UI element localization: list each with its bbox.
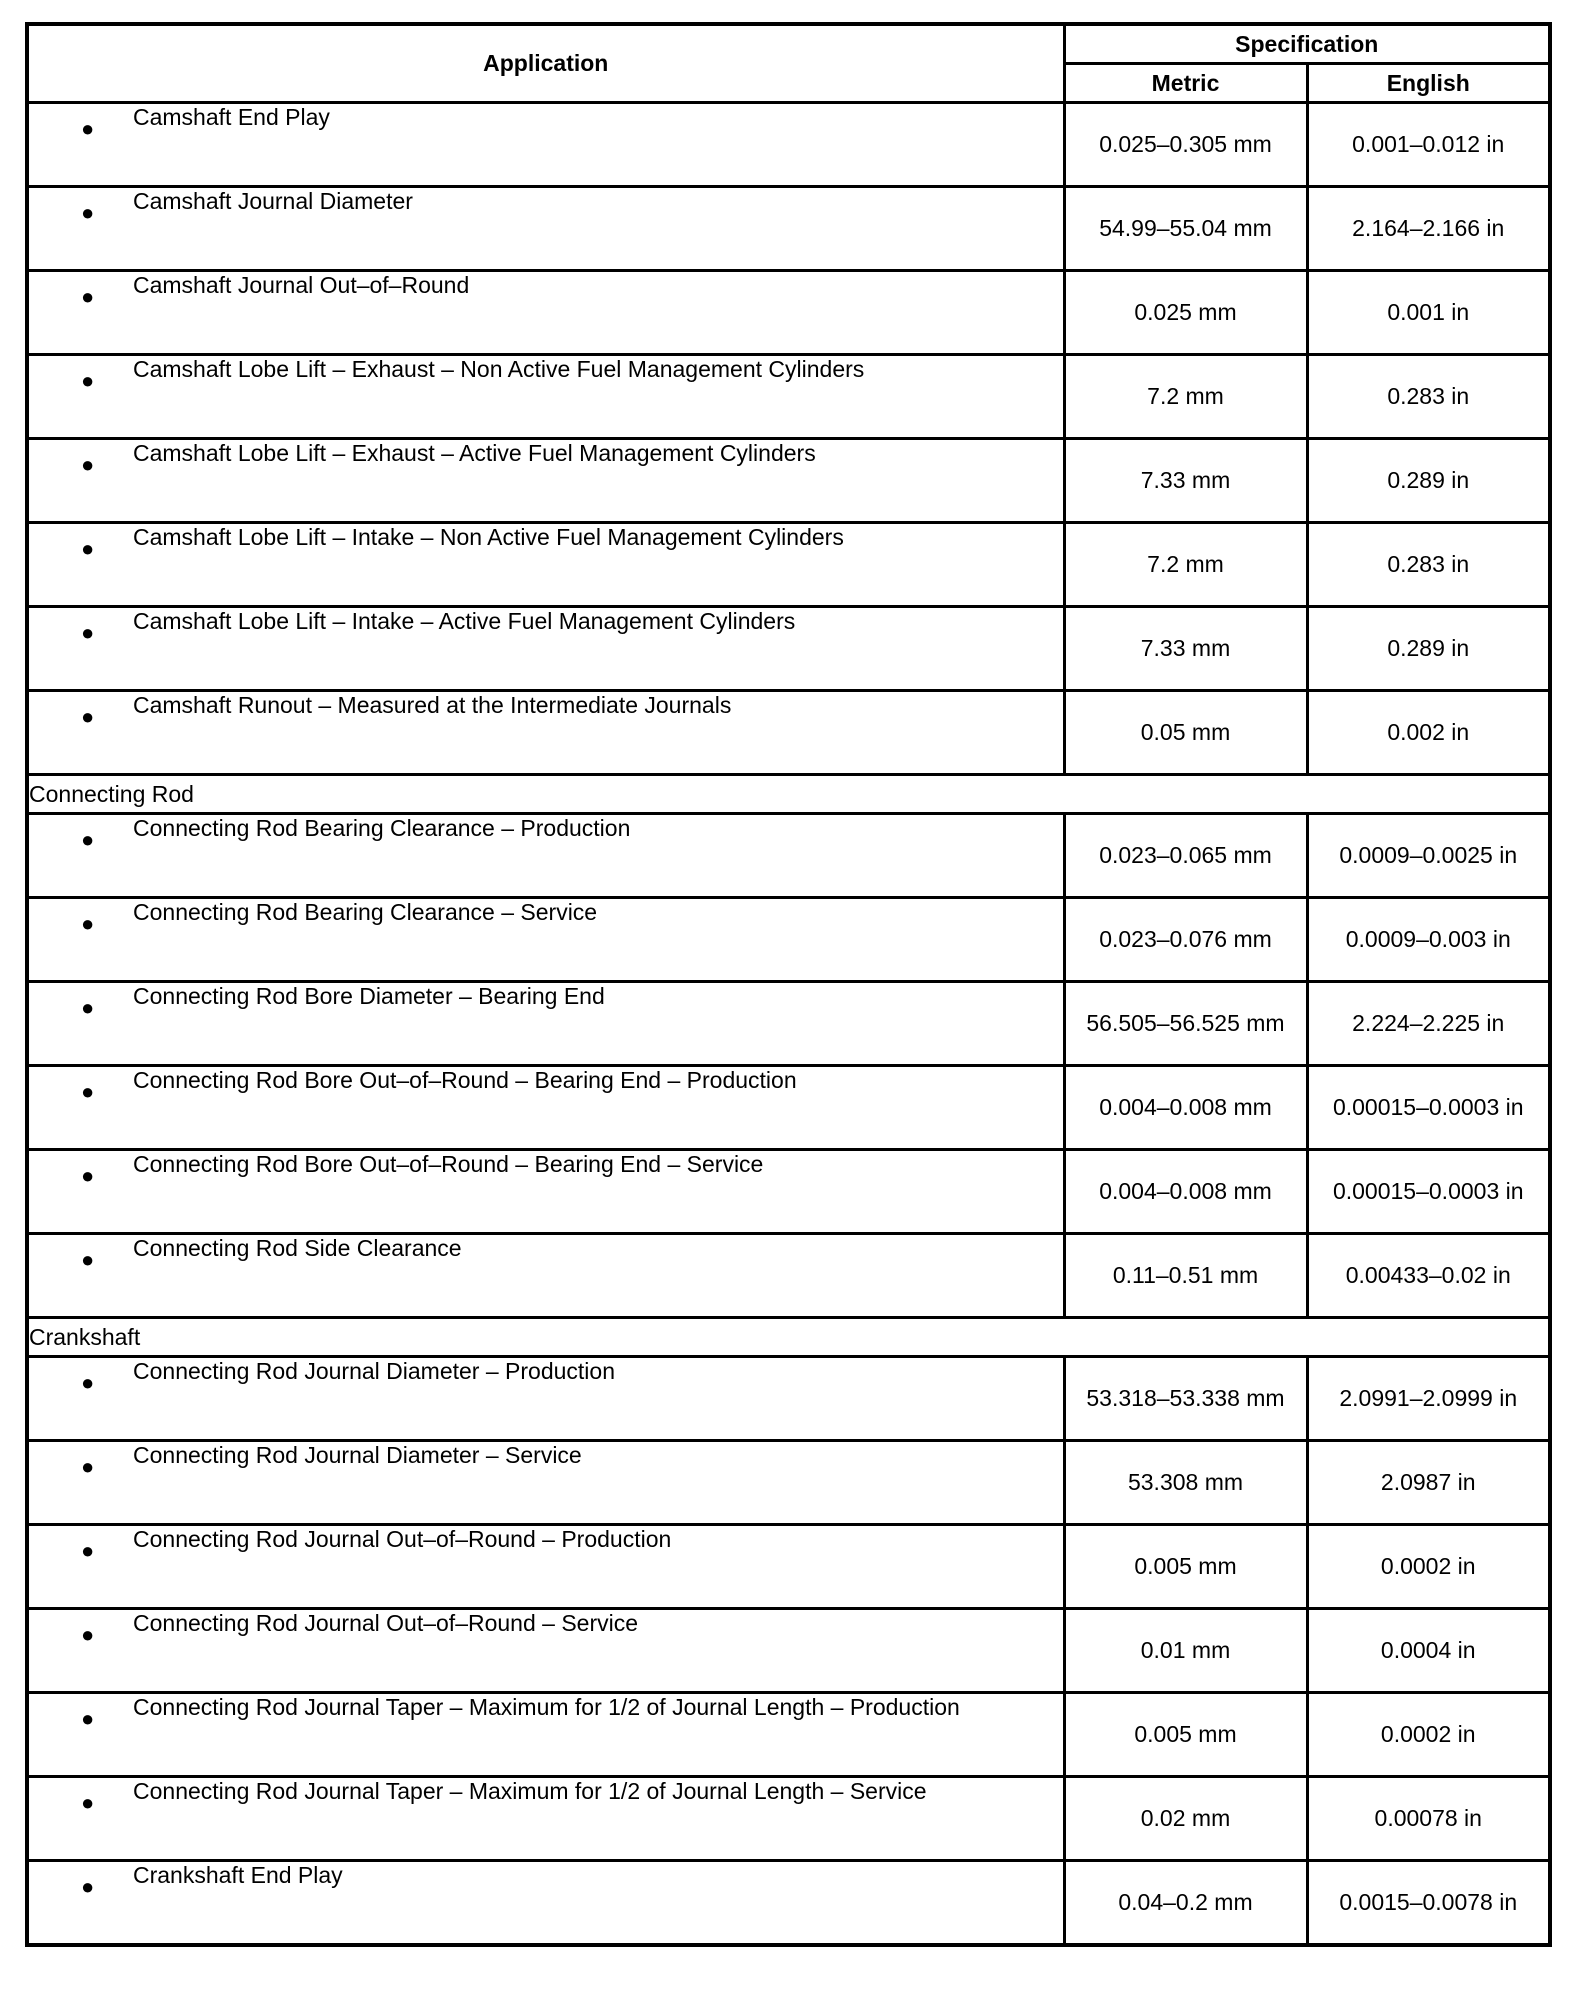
english-value: 0.001–0.012 in	[1307, 103, 1550, 187]
bullet-icon: ●	[81, 1163, 95, 1188]
application-cell	[27, 1609, 1064, 1693]
metric-value: 7.33 mm	[1064, 607, 1307, 691]
english-value: 0.289 in	[1307, 607, 1550, 691]
application-cell	[27, 1357, 1064, 1441]
application-label: Camshaft Lobe Lift – Exhaust – Active Fuel Management Cylinders	[133, 440, 816, 466]
metric-value: 0.005 mm	[1064, 1525, 1307, 1609]
bullet-icon: ●	[81, 1370, 95, 1395]
bullet-icon: ●	[81, 620, 95, 645]
bullet-icon: ●	[81, 1706, 95, 1731]
metric-value: 53.318–53.338 mm	[1064, 1357, 1307, 1441]
application-label: Connecting Rod Bearing Clearance – Service	[133, 899, 598, 925]
application-label: Connecting Rod Side Clearance	[133, 1235, 462, 1261]
english-value: 0.0002 in	[1307, 1693, 1550, 1777]
table-row	[27, 523, 1550, 607]
application-label: Camshaft Journal Out–of–Round	[133, 272, 470, 298]
application-cell	[27, 1777, 1064, 1861]
english-header: English	[1307, 64, 1550, 103]
application-cell	[27, 1150, 1064, 1234]
table-row	[27, 187, 1550, 271]
metric-value: 7.2 mm	[1064, 355, 1307, 439]
bullet-icon: ●	[81, 1538, 95, 1563]
metric-value: 0.023–0.076 mm	[1064, 898, 1307, 982]
metric-value: 0.023–0.065 mm	[1064, 814, 1307, 898]
header-row-top	[27, 24, 1550, 64]
table-row	[27, 103, 1550, 187]
application-label: Connecting Rod Journal Diameter – Service	[133, 1442, 582, 1468]
metric-value: 7.2 mm	[1064, 523, 1307, 607]
table-row	[27, 1357, 1550, 1441]
application-cell	[27, 1234, 1064, 1318]
application-cell	[27, 523, 1064, 607]
bullet-icon: ●	[81, 1622, 95, 1647]
bullet-icon: ●	[81, 995, 95, 1020]
application-cell	[27, 1693, 1064, 1777]
application-label: Connecting Rod Journal Taper – Maximum for 1/2 of Journal Length – Service	[133, 1778, 927, 1804]
metric-value: 0.025 mm	[1064, 271, 1307, 355]
bullet-icon: ●	[81, 1874, 95, 1899]
table-row	[27, 439, 1550, 523]
bullet-icon: ●	[81, 284, 95, 309]
table-row	[27, 271, 1550, 355]
application-label: Connecting Rod Journal Out–of–Round – Service	[133, 1610, 639, 1636]
english-value: 2.0991–2.0999 in	[1307, 1357, 1550, 1441]
section-label: Connecting Rod	[27, 775, 1550, 814]
english-value: 2.164–2.166 in	[1307, 187, 1550, 271]
metric-value: 0.05 mm	[1064, 691, 1307, 775]
english-value: 0.00078 in	[1307, 1777, 1550, 1861]
metric-header: Metric	[1064, 64, 1307, 103]
section-row	[27, 775, 1550, 814]
bullet-icon: ●	[81, 1454, 95, 1479]
table-row	[27, 1693, 1550, 1777]
application-label: Camshaft Lobe Lift – Intake – Active Fuel Management Cylinders	[133, 608, 796, 634]
application-cell	[27, 691, 1064, 775]
application-label: Connecting Rod Journal Taper – Maximum for 1/2 of Journal Length – Production	[133, 1694, 960, 1720]
table-row	[27, 1525, 1550, 1609]
bullet-icon: ●	[81, 704, 95, 729]
application-label: Camshaft Lobe Lift – Exhaust – Non Active Fuel Management Cylinders	[133, 356, 865, 382]
table-row	[27, 607, 1550, 691]
bullet-icon: ●	[81, 200, 95, 225]
application-label: Camshaft End Play	[133, 104, 330, 130]
application-label: Connecting Rod Journal Diameter – Production	[133, 1358, 615, 1384]
english-value: 0.283 in	[1307, 523, 1550, 607]
table-row	[27, 355, 1550, 439]
specification-table	[25, 22, 1552, 1947]
application-cell	[27, 898, 1064, 982]
english-value: 0.0002 in	[1307, 1525, 1550, 1609]
table-body	[27, 103, 1550, 1946]
bullet-icon: ●	[81, 536, 95, 561]
table-row	[27, 1441, 1550, 1525]
table-row	[27, 1777, 1550, 1861]
application-cell	[27, 982, 1064, 1066]
metric-value: 7.33 mm	[1064, 439, 1307, 523]
bullet-icon: ●	[81, 452, 95, 477]
table-row	[27, 1066, 1550, 1150]
specification-header: Specification	[1064, 24, 1550, 64]
application-cell	[27, 1066, 1064, 1150]
metric-value: 0.11–0.51 mm	[1064, 1234, 1307, 1318]
application-label: Camshaft Lobe Lift – Intake – Non Active Fuel Management Cylinders	[133, 524, 844, 550]
english-value: 0.001 in	[1307, 271, 1550, 355]
application-label: Camshaft Journal Diameter	[133, 188, 413, 214]
metric-value: 0.025–0.305 mm	[1064, 103, 1307, 187]
application-label: Crankshaft End Play	[133, 1862, 343, 1888]
application-label: Connecting Rod Bore Out–of–Round – Bearing End – Service	[133, 1151, 764, 1177]
english-value: 0.002 in	[1307, 691, 1550, 775]
table-row	[27, 1609, 1550, 1693]
metric-value: 0.004–0.008 mm	[1064, 1150, 1307, 1234]
application-cell	[27, 103, 1064, 187]
table-row	[27, 1150, 1550, 1234]
bullet-icon: ●	[81, 827, 95, 852]
english-value: 0.0004 in	[1307, 1609, 1550, 1693]
metric-value: 0.04–0.2 mm	[1064, 1861, 1307, 1946]
application-cell	[27, 355, 1064, 439]
metric-value: 54.99–55.04 mm	[1064, 187, 1307, 271]
application-label: Connecting Rod Bearing Clearance – Production	[133, 815, 631, 841]
application-label: Connecting Rod Bore Diameter – Bearing End	[133, 983, 605, 1009]
metric-value: 56.505–56.525 mm	[1064, 982, 1307, 1066]
english-value: 2.0987 in	[1307, 1441, 1550, 1525]
application-cell	[27, 1525, 1064, 1609]
bullet-icon: ●	[81, 1079, 95, 1104]
application-label: Connecting Rod Bore Out–of–Round – Bearing End – Production	[133, 1067, 797, 1093]
metric-value: 53.308 mm	[1064, 1441, 1307, 1525]
metric-value: 0.005 mm	[1064, 1693, 1307, 1777]
application-cell	[27, 1861, 1064, 1946]
english-value: 0.00015–0.0003 in	[1307, 1150, 1550, 1234]
application-label: Connecting Rod Journal Out–of–Round – Production	[133, 1526, 672, 1552]
application-cell	[27, 439, 1064, 523]
table-row	[27, 814, 1550, 898]
application-cell	[27, 187, 1064, 271]
table-row	[27, 982, 1550, 1066]
metric-value: 0.02 mm	[1064, 1777, 1307, 1861]
table-row	[27, 898, 1550, 982]
english-value: 0.0015–0.0078 in	[1307, 1861, 1550, 1946]
application-cell	[27, 607, 1064, 691]
table-row	[27, 691, 1550, 775]
english-value: 0.00015–0.0003 in	[1307, 1066, 1550, 1150]
english-value: 0.0009–0.003 in	[1307, 898, 1550, 982]
metric-value: 0.01 mm	[1064, 1609, 1307, 1693]
table-row	[27, 1234, 1550, 1318]
bullet-icon: ●	[81, 911, 95, 936]
table-header	[27, 24, 1550, 103]
metric-value: 0.004–0.008 mm	[1064, 1066, 1307, 1150]
english-value: 2.224–2.225 in	[1307, 982, 1550, 1066]
english-value: 0.289 in	[1307, 439, 1550, 523]
bullet-icon: ●	[81, 1247, 95, 1272]
bullet-icon: ●	[81, 116, 95, 141]
english-value: 0.283 in	[1307, 355, 1550, 439]
bullet-icon: ●	[81, 368, 95, 393]
application-cell	[27, 271, 1064, 355]
application-label: Camshaft Runout – Measured at the Intermediate Journals	[133, 692, 732, 718]
section-row	[27, 1318, 1550, 1357]
bullet-icon: ●	[81, 1790, 95, 1815]
english-value: 0.0009–0.0025 in	[1307, 814, 1550, 898]
section-label: Crankshaft	[27, 1318, 1550, 1357]
application-cell	[27, 1441, 1064, 1525]
application-cell	[27, 814, 1064, 898]
table-row	[27, 1861, 1550, 1946]
application-header: Application	[27, 24, 1064, 103]
english-value: 0.00433–0.02 in	[1307, 1234, 1550, 1318]
